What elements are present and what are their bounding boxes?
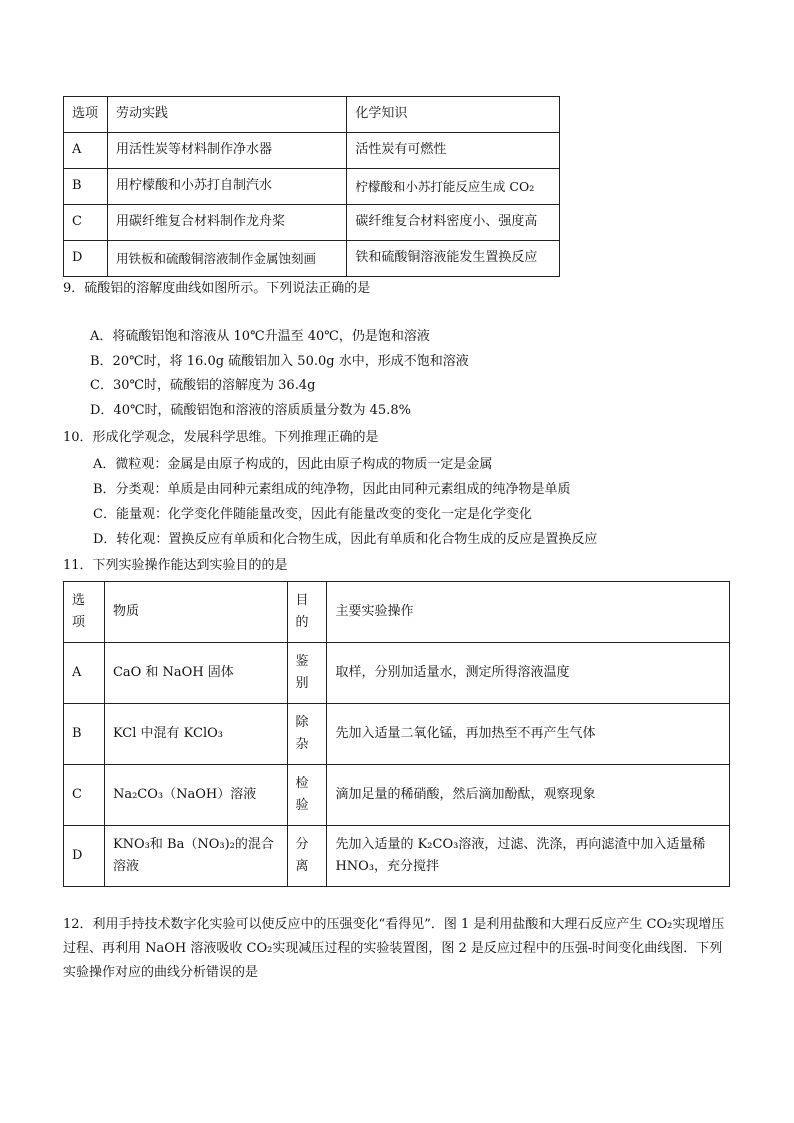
option-cell: D xyxy=(64,241,108,277)
knowledge-cell: 碳纤维复合材料密度小、强度高 xyxy=(347,205,560,241)
option-cell: B xyxy=(64,169,108,205)
table-row xyxy=(64,133,560,169)
table-row xyxy=(64,169,560,205)
purpose-cell: 除杂 xyxy=(287,704,327,765)
purpose-cell: 鉴别 xyxy=(287,643,327,704)
operation-cell: 滴加足量的稀硝酸，然后滴加酚酞，观察现象 xyxy=(327,765,730,826)
table-row xyxy=(64,765,730,826)
q9-stem: 9．硫酸铝的溶解度曲线如图所示。下列说法正确的是 xyxy=(63,281,371,296)
header-cell: 劳动实践 xyxy=(107,97,346,133)
q10-option-d: D．转化观：置换反应有单质和化合物生成，因此有单质和化合物生成的反应是置换反应 xyxy=(93,532,598,547)
practice-cell: 用碳纤维复合材料制作龙舟桨 xyxy=(107,205,346,241)
header-cell: 选项 xyxy=(64,97,108,133)
table-row xyxy=(64,205,560,241)
table-row xyxy=(64,643,730,704)
header-cell: 化学知识 xyxy=(347,97,560,133)
q10-option-a: A．微粒观：金属是由原子构成的，因此由原子构成的物质一定是金属 xyxy=(93,457,493,472)
header-cell: 物质 xyxy=(104,582,287,643)
table-row xyxy=(64,826,730,887)
option-cell: D xyxy=(64,826,105,887)
table-header-row xyxy=(64,97,560,133)
practice-cell: 用活性炭等材料制作净水器 xyxy=(107,133,346,169)
q12-text: 12．利用手持技术数字化实验可以使反应中的压强变化“看得见”．图 1 是利用盐酸和大理石反应产生 CO₂实现增压过程、再利用 NaOH 溶液吸收 CO₂实现减压过程的实验装置图，图 2 是反应过程中的压强-时间变化曲线图．下列实验操作对应的曲线分析错误的是 xyxy=(63,917,725,980)
operation-cell: 取样，分别加适量水，测定所得溶液温度 xyxy=(327,643,730,704)
q9-option-d: D．40℃时，硫酸铝饱和溶液的溶质质量分数为 45.8% xyxy=(90,403,411,418)
knowledge-cell: 柠檬酸和小苏打能反应生成 CO₂ xyxy=(347,169,560,205)
table-q11 xyxy=(63,581,730,887)
knowledge-cell: 铁和硫酸铜溶液能发生置换反应 xyxy=(347,241,560,277)
q10-stem: 10．形成化学观念，发展科学思维。下列推理正确的是 xyxy=(63,430,379,445)
knowledge-cell: 活性炭有可燃性 xyxy=(347,133,560,169)
option-cell: C xyxy=(64,205,108,241)
q11-stem: 11．下列实验操作能达到实验目的的是 xyxy=(63,558,288,573)
operation-cell: 先加入适量二氧化锰，再加热至不再产生气体 xyxy=(327,704,730,765)
purpose-cell: 分离 xyxy=(287,826,327,887)
table-row xyxy=(64,241,560,277)
table-row xyxy=(64,704,730,765)
practice-cell: 用柠檬酸和小苏打自制汽水 xyxy=(107,169,346,205)
option-cell: A xyxy=(64,643,105,704)
header-cell: 目的 xyxy=(287,582,327,643)
practice-cell: 用铁板和硫酸铜溶液制作金属蚀刻画 xyxy=(107,241,346,277)
header-cell: 主要实验操作 xyxy=(327,582,730,643)
q9-option-b: B．20℃时，将 16.0g 硫酸铝加入 50.0g 水中，形成不饱和溶液 xyxy=(90,354,469,369)
operation-cell: 先加入适量的 K₂CO₃溶液，过滤、洗涤，再向滤渣中加入适量稀 HNO₃，充分搅拌 xyxy=(327,826,730,887)
substance-cell: Na₂CO₃（NaOH）溶液 xyxy=(104,765,287,826)
purpose-cell: 检验 xyxy=(287,765,327,826)
q9-option-a: A．将硫酸铝饱和溶液从 10℃升温至 40℃，仍是饱和溶液 xyxy=(90,329,430,344)
q10-option-c: C．能量观：化学变化伴随能量改变，因此有能量改变的变化一定是化学变化 xyxy=(93,507,532,522)
substance-cell: KNO₃和 Ba（NO₃)₂的混合溶液 xyxy=(104,826,287,887)
q9-option-c: C．30℃时，硫酸铝的溶解度为 36.4g xyxy=(90,378,316,393)
substance-cell: KCl 中混有 KClO₃ xyxy=(104,704,287,765)
q10-option-b: B．分类观：单质是由同种元素组成的纯净物，因此由同种元素组成的纯净物是单质 xyxy=(93,482,571,497)
table-header-row xyxy=(64,582,730,643)
option-cell: B xyxy=(64,704,105,765)
substance-cell: CaO 和 NaOH 固体 xyxy=(104,643,287,704)
header-cell: 选项 xyxy=(64,582,105,643)
option-cell: A xyxy=(64,133,108,169)
table-q8 xyxy=(63,96,560,277)
option-cell: C xyxy=(64,765,105,826)
